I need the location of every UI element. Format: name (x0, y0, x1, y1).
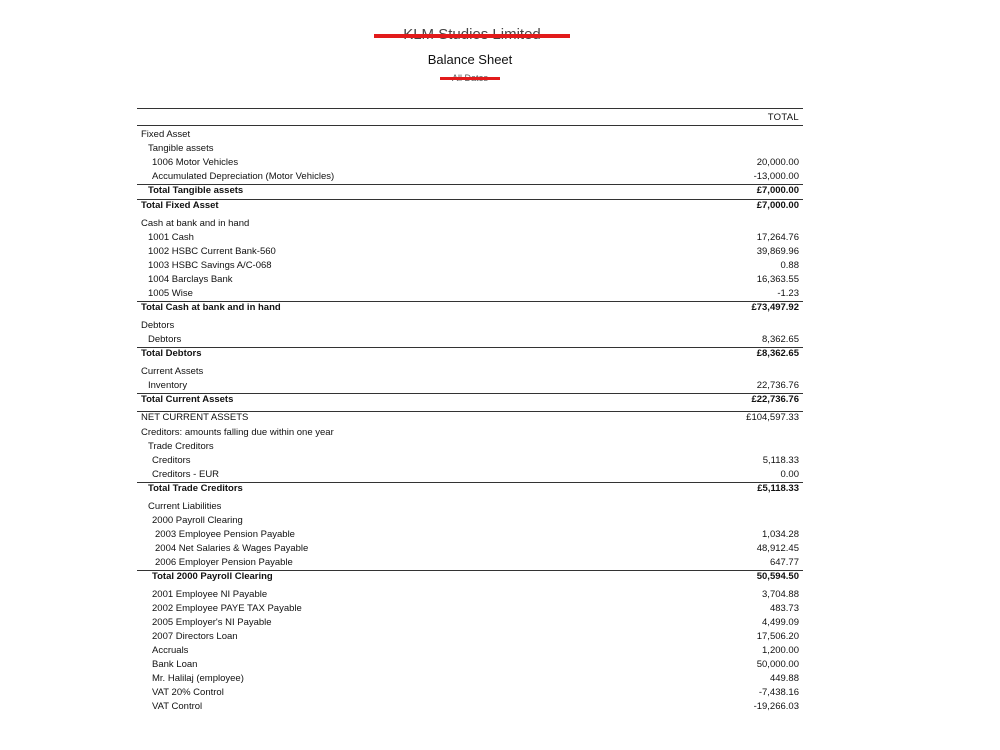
table-row (137, 379, 803, 393)
row-value: 50,000.00 (756, 659, 799, 670)
row-value: 22,736.76 (756, 380, 799, 391)
row-label: Debtors (148, 334, 182, 345)
table-row (137, 468, 803, 482)
row-value: 16,363.55 (756, 274, 799, 285)
row-value: 647.77 (769, 557, 799, 568)
row-label: 2003 Employee Pension Payable (155, 529, 295, 540)
row-value: -7,438.16 (758, 687, 799, 698)
table-row (137, 454, 803, 468)
table-row (137, 231, 803, 245)
row-label: Tangible assets (148, 143, 214, 154)
row-value: 1,200.00 (762, 645, 799, 656)
row-label: 2002 Employee PAYE TAX Payable (152, 603, 302, 614)
total-row (137, 411, 803, 426)
section-row (137, 142, 803, 156)
row-label: Inventory (148, 380, 188, 391)
table-row (137, 602, 803, 616)
table-row (137, 273, 803, 287)
row-label: Creditors - EUR (152, 469, 220, 480)
row-label: Total Debtors (141, 348, 202, 359)
section-row (137, 217, 803, 231)
row-label: Creditors (152, 455, 191, 466)
table-row (137, 528, 803, 542)
total-row (137, 199, 803, 214)
table-row (137, 700, 803, 714)
row-label: Creditors: amounts falling due within one year (141, 427, 334, 438)
table-row (137, 644, 803, 658)
table-row (137, 156, 803, 170)
row-label: 1002 HSBC Current Bank-560 (148, 246, 276, 257)
total-row (137, 482, 803, 497)
row-value: 1,034.28 (762, 529, 799, 540)
section-row (137, 514, 803, 528)
row-value: 17,264.76 (756, 232, 799, 243)
row-value: 4,499.09 (762, 617, 799, 628)
row-label: 1001 Cash (148, 232, 194, 243)
row-label: 2000 Payroll Clearing (152, 515, 243, 526)
row-label: 2005 Employer's NI Payable (152, 617, 272, 628)
row-value: £8,362.65 (756, 348, 799, 359)
table-row (137, 658, 803, 672)
row-value: 3,704.88 (762, 589, 799, 600)
row-label: Trade Creditors (148, 441, 214, 452)
row-label: 1006 Motor Vehicles (152, 157, 239, 168)
row-value: 48,912.45 (756, 543, 799, 554)
table-body (137, 128, 803, 714)
row-value: 8,362.65 (762, 334, 799, 345)
section-row (137, 426, 803, 440)
row-label: 2006 Employer Pension Payable (155, 557, 293, 568)
row-label: Total Cash at bank and in hand (141, 302, 281, 313)
row-value: 17,506.20 (756, 631, 799, 642)
row-value: 5,118.33 (762, 455, 799, 466)
row-label: 2007 Directors Loan (152, 631, 238, 642)
row-value: 50,594.50 (756, 571, 799, 582)
row-label: Accruals (152, 645, 189, 656)
row-value: £5,118.33 (757, 483, 799, 494)
report-title: Balance Sheet (427, 52, 513, 67)
row-value: 20,000.00 (756, 157, 799, 168)
row-label: VAT Control (152, 701, 203, 712)
table-row (137, 287, 803, 301)
balance-sheet-table (137, 108, 803, 714)
redaction-strike (440, 77, 500, 80)
row-value: -1.23 (777, 288, 799, 299)
row-value: 39,869.96 (756, 246, 799, 257)
table-row (137, 686, 803, 700)
table-row (137, 259, 803, 273)
table-row (137, 245, 803, 259)
total-row (137, 184, 803, 199)
row-value: 483.73 (769, 603, 799, 614)
row-label: Total Fixed Asset (141, 200, 219, 211)
row-label: VAT 20% Control (152, 687, 224, 698)
row-value: -13,000.00 (753, 171, 799, 182)
table-row (137, 630, 803, 644)
total-row (137, 570, 803, 585)
section-row (137, 440, 803, 454)
row-label: 2004 Net Salaries & Wages Payable (155, 543, 309, 554)
report-dates (440, 72, 500, 84)
table-row (137, 672, 803, 686)
row-label: 1003 HSBC Savings A/C-068 (148, 260, 272, 271)
row-label: Mr. Halilaj (employee) (152, 673, 244, 684)
row-value: 0.88 (780, 260, 799, 271)
row-label: Total Trade Creditors (148, 483, 243, 494)
row-value: £22,736.76 (751, 394, 799, 405)
section-row (137, 365, 803, 379)
row-label: Cash at bank and in hand (141, 218, 250, 229)
row-label: Current Assets (141, 366, 204, 377)
row-value: 0.00 (780, 469, 799, 480)
row-label: Accumulated Depreciation (Motor Vehicles) (152, 171, 335, 182)
row-label: NET CURRENT ASSETS (141, 412, 249, 423)
row-label: 1004 Barclays Bank (148, 274, 233, 285)
row-value: £7,000.00 (756, 185, 799, 196)
total-row (137, 301, 803, 316)
table-row (137, 542, 803, 556)
total-row (137, 347, 803, 362)
row-value: £73,497.92 (751, 302, 799, 313)
total-row (137, 393, 803, 408)
row-label: Total 2000 Payroll Clearing (152, 571, 273, 582)
section-row (137, 128, 803, 142)
row-value: £7,000.00 (756, 200, 799, 211)
company-name (374, 26, 570, 44)
table-row (137, 333, 803, 347)
row-label: Bank Loan (152, 659, 198, 670)
row-label: 2001 Employee NI Payable (152, 589, 268, 600)
row-label: Fixed Asset (141, 129, 191, 140)
table-header (137, 108, 803, 126)
row-value: 449.88 (769, 673, 799, 684)
row-value: -19,266.03 (753, 701, 799, 712)
row-label: Total Tangible assets (148, 185, 244, 196)
row-label: Debtors (141, 320, 175, 331)
row-label: 1005 Wise (148, 288, 193, 299)
table-row (137, 588, 803, 602)
row-value: £104,597.33 (746, 412, 799, 423)
redaction-strike (374, 34, 570, 38)
section-row (137, 500, 803, 514)
row-label: Current Liabilities (148, 501, 222, 512)
column-header-total: TOTAL (767, 112, 799, 123)
section-row (137, 319, 803, 333)
row-label: Total Current Assets (141, 394, 234, 405)
table-row (137, 170, 803, 184)
table-row (137, 616, 803, 630)
table-row (137, 556, 803, 570)
